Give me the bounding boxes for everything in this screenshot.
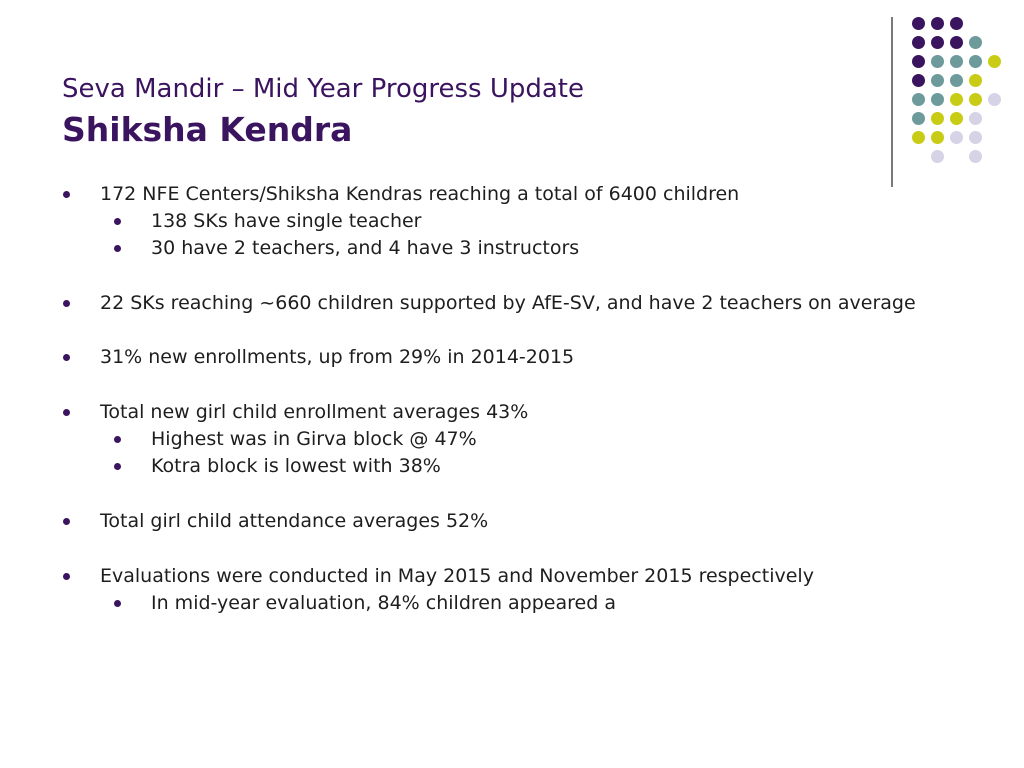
decor-dot [931,17,944,30]
bullet-text: 138 SKs have single teacher [151,210,422,232]
bullet-text: 22 SKs reaching ~660 children supported by AfE-SV, and have 2 teachers on average [100,292,916,314]
bullet-text: 30 have 2 teachers, and 4 have 3 instructors [151,237,580,259]
bullet-text: Total new girl child enrollment averages 43% [100,401,529,423]
slide-subtitle: Shiksha Kendra [62,110,353,149]
decor-dot [931,131,944,144]
decor-dot [950,55,963,68]
bullet-marker [114,436,121,443]
decor-dot [912,112,925,125]
decor-dot [969,55,982,68]
bullet-marker [63,409,70,416]
decor-dot [931,112,944,125]
decor-dot [950,36,963,49]
bullet-text: Highest was in Girva block @ 47% [151,428,477,450]
decor-dot [950,112,963,125]
bullet-marker [114,245,121,252]
decor-dot [912,36,925,49]
sub-bullet-item [151,236,579,260]
decor-dot [931,93,944,106]
decor-dot [988,55,1001,68]
bullet-text: 172 NFE Centers/Shiksha Kendras reaching a total of 6400 children [100,183,740,205]
bullet-marker [63,573,70,580]
sub-bullet-item [151,427,477,451]
bullet-text: Evaluations were conducted in May 2015 and November 2015 respectively [100,565,814,587]
decor-dot [912,55,925,68]
decor-dot [969,36,982,49]
slide-title: Seva Mandir – Mid Year Progress Update [62,74,584,104]
decorative-divider [891,17,893,187]
bullet-item [100,400,528,424]
bullet-marker [63,300,70,307]
bullet-item [100,509,488,533]
decor-dot [912,131,925,144]
decor-dot [950,17,963,30]
bullet-marker [114,600,121,607]
decor-dot [969,150,982,163]
decor-dot [969,93,982,106]
decor-dot [912,93,925,106]
sub-bullet-item [151,591,616,615]
decor-dot [950,93,963,106]
bullet-text: Total girl child attendance averages 52% [100,510,489,532]
decor-dot [969,74,982,87]
decor-dot [931,55,944,68]
bullet-item [100,291,916,315]
sub-bullet-item [151,454,441,478]
sub-bullet-item [151,209,421,233]
decor-dot [969,112,982,125]
bullet-item [100,182,739,206]
decor-dot [950,131,963,144]
decor-dot [931,150,944,163]
decor-dot [950,74,963,87]
bullet-marker [114,463,121,470]
bullet-marker [63,354,70,361]
bullet-marker [63,518,70,525]
decor-dot [969,131,982,144]
bullet-marker [114,218,121,225]
bullet-text: Kotra block is lowest with 38% [151,455,441,477]
decor-dot [931,74,944,87]
decor-dot [912,74,925,87]
decor-dot [912,17,925,30]
bullet-text: 31% new enrollments, up from 29% in 2014-2015 [100,346,575,368]
bullet-item [100,345,574,369]
decor-dot [988,93,1001,106]
decor-dot [931,36,944,49]
bullet-text: In mid-year evaluation, 84% children appeared a [151,592,616,614]
bullet-item [100,564,814,588]
bullet-marker [63,191,70,198]
